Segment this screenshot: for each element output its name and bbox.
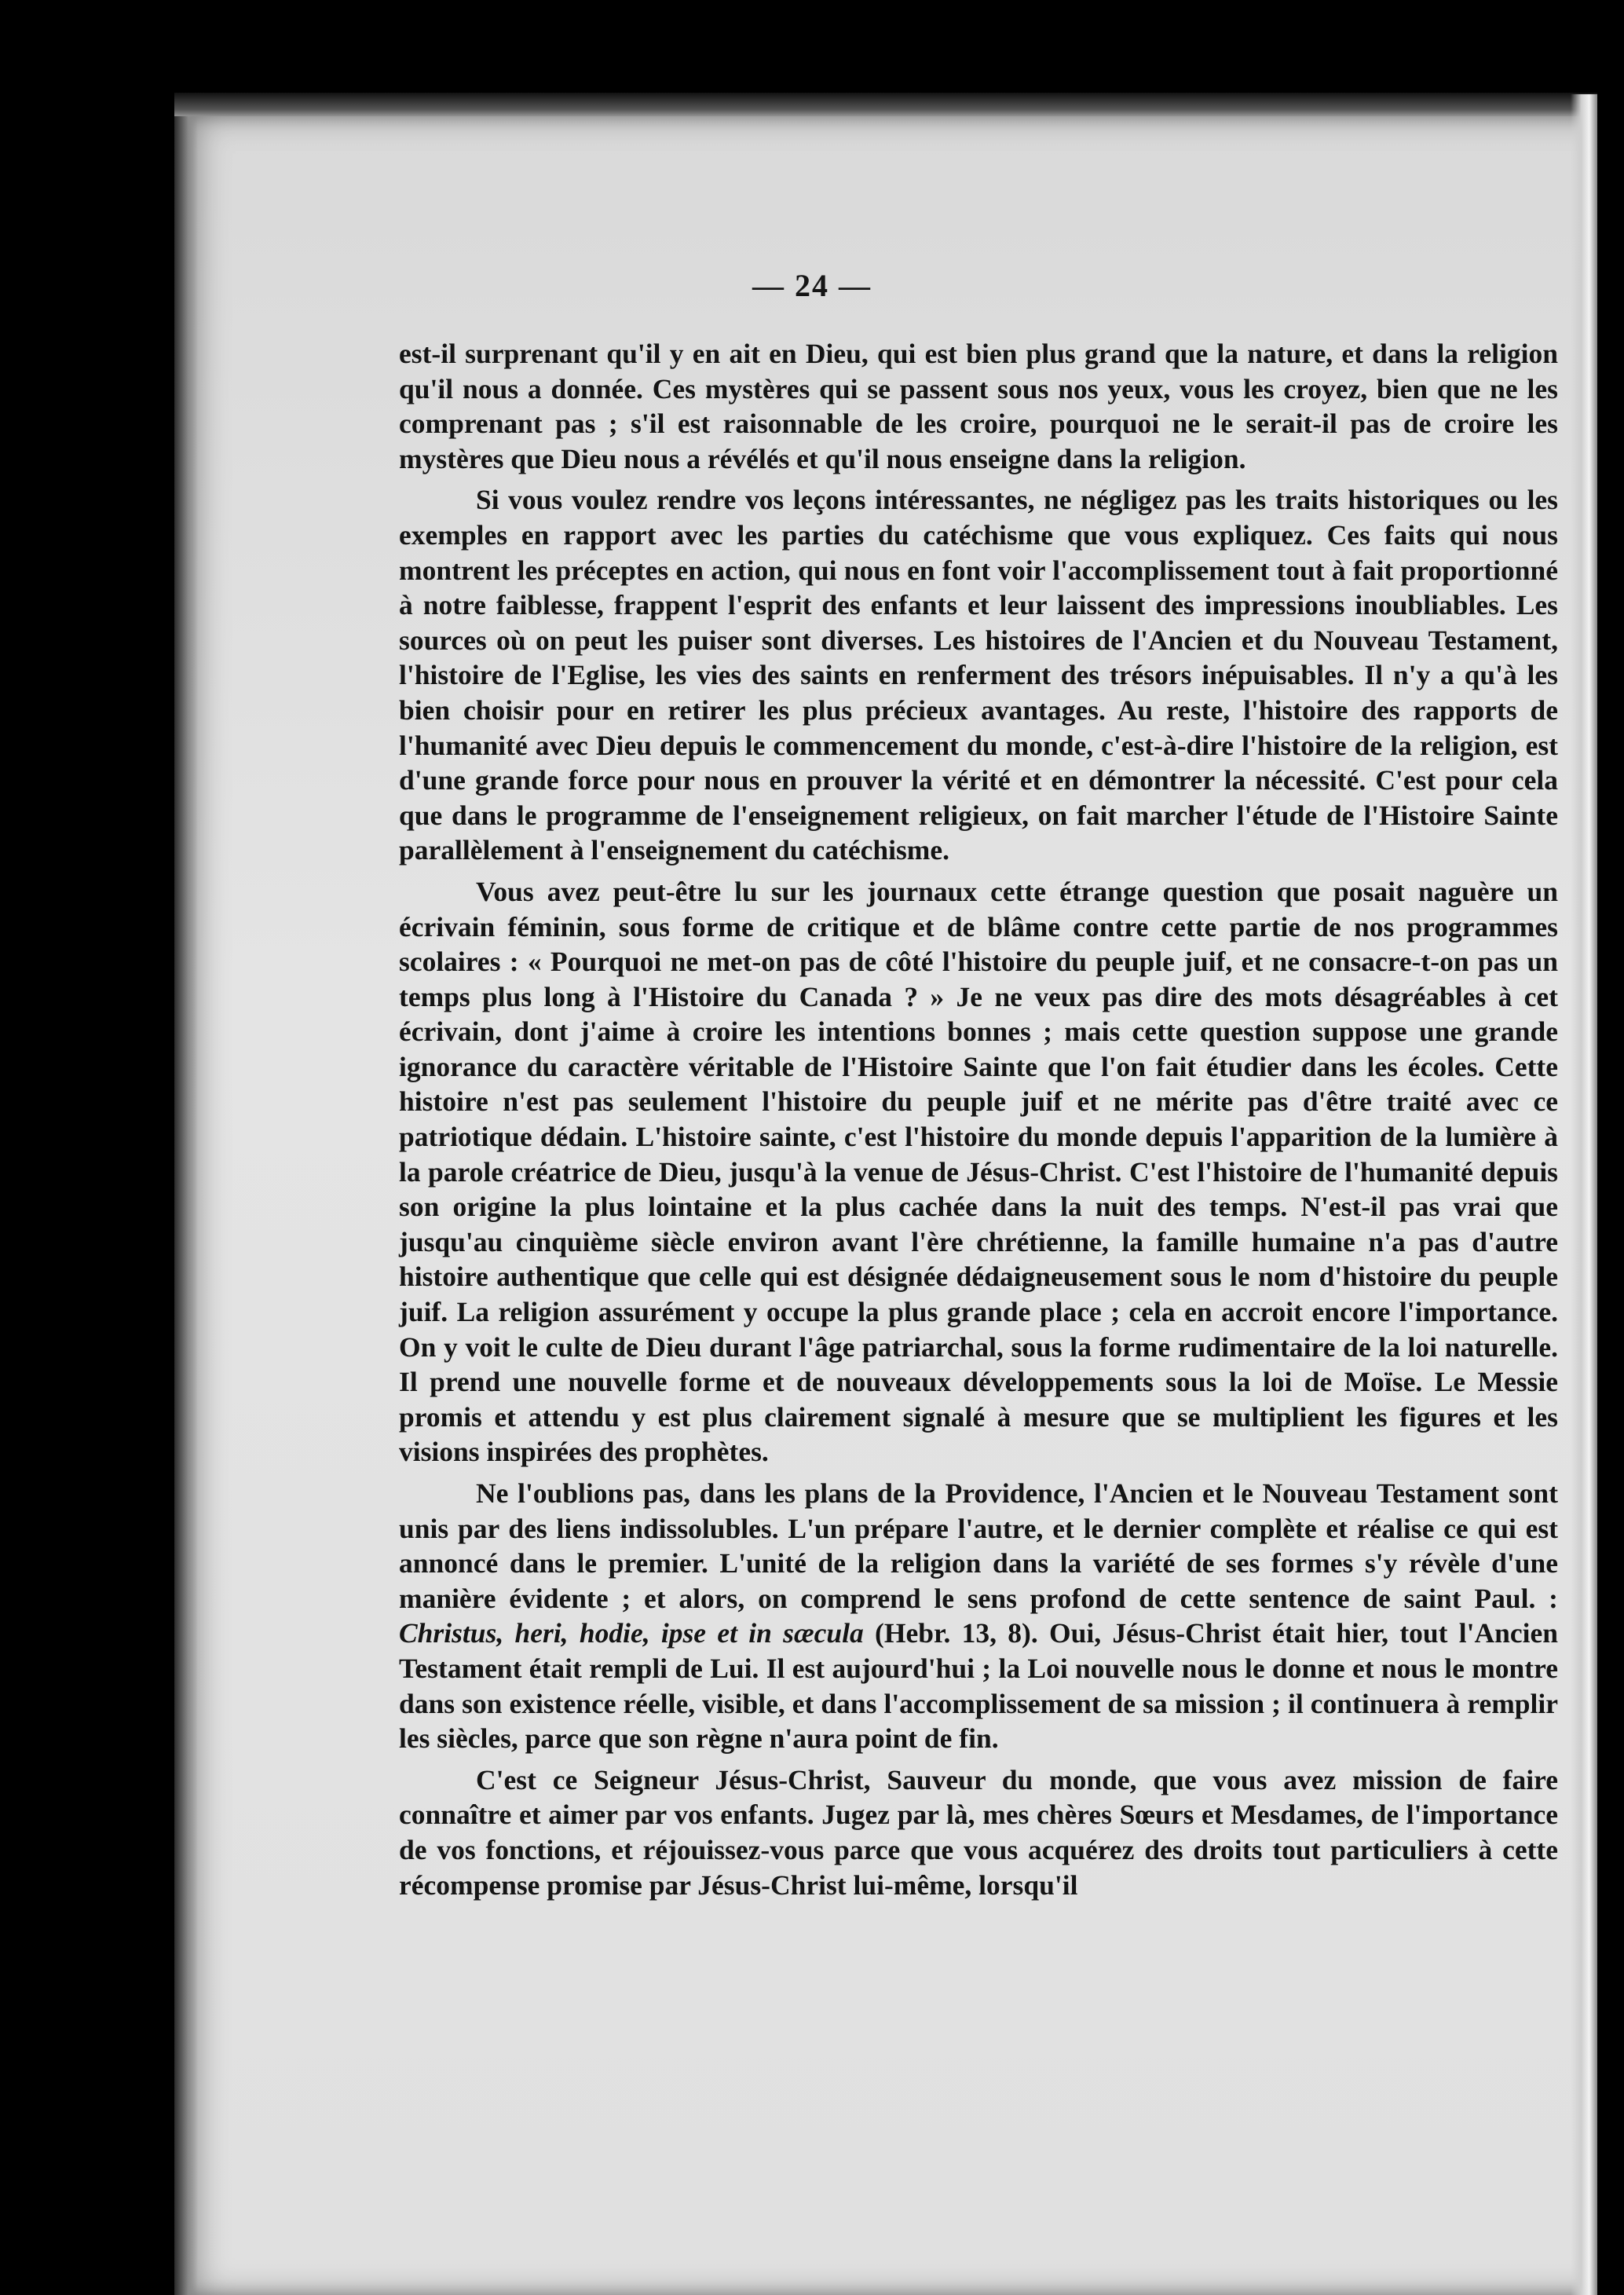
- body-text: [399, 336, 1558, 1909]
- paragraph: [399, 336, 1558, 476]
- paragraph-text: Vous avez peut-être lu sur les journaux cette étrange question que posait naguère un écrivain féminin, sous forme de critique et de blâme contre cette partie de nos programmes scolaires : « Pourquoi ne met-on pas de côté l'histoire du peuple juif, et ne consacre-t-on pas un temps plus long à l'Histoire du Canada ? » Je ne veux pas dire des mots désagréables à cet écrivain, dont j'aime à croire les intentions bonnes ; mais cette question suppose une grande ignorance du caractère véritable de l'Histoire Sainte que l'on fait étudier dans les écoles. Cette histoire n'est pas seulement l'histoire du peuple juif et ne mérite pas d'être traité avec ce patriotique dédain. L'histoire sainte, c'est l'histoire du monde depuis l'apparition de la lumière à la parole créatrice de Dieu, jusqu'à la venue de Jésus-Christ. C'est l'histoire de l'humanité depuis son origine la plus lointaine et la plus cachée dans la nuit des temps. N'est-il pas vrai que jusqu'au cinquième siècle environ avant l'ère chrétienne, la famille humaine n'a pas d'autre histoire authentique que celle qui est désignée dédaigneusement sous le nom d'histoire du peuple juif. La religion assurément y occupe la plus grande place ; cela en accroit encore l'importance. On y voit le culte de Dieu durant l'âge patriarchal, sous la forme rudimentaire de la loi naturelle. Il prend une nouvelle forme et de nouveaux développements sous la loi de Moïse. Le Messie promis et attendu y est plus clairement signalé à mesure que se multiplient les figures et les visions inspirées des prophètes.: [399, 875, 1558, 1468]
- paragraph: [399, 1476, 1558, 1756]
- paragraph: [399, 482, 1558, 868]
- paragraph: [399, 1762, 1558, 1902]
- paragraph-text: Ne l'oublions pas, dans les plans de la Providence, l'Ancien et le Nouveau Testament sont unis par des liens indissolubles. L'un prépare l'autre, et le dernier complète et réalise ce qui est annoncé dans le premier. L'unité de la religion dans la variété de ses formes s'y révèle d'une manière évidente ; et alors, on comprend le sens profond de cette sentence de saint Paul. :: [399, 1477, 1558, 1614]
- paragraph: [399, 874, 1558, 1470]
- paragraph-text: C'est ce Seigneur Jésus-Christ, Sauveur du monde, que vous avez mission de faire connaître et aimer par vos enfants. Jugez par là, mes chères Sœurs et Mesdames, de l'importance de vos fonctions, et réjouissez-vous parce que vous acquérez des droits tout particuliers à cette récompense promise par Jésus-Christ lui-même, lorsqu'il: [399, 1763, 1558, 1901]
- paragraph-text: est-il surprenant qu'il y en ait en Dieu, qui est bien plus grand que la nature, et dans la religion qu'il nous a donnée. Ces mystères qui se passent sous nos yeux, vous les croyez, bien que ne les comprenant pas ; s'il est raisonnable de les croire, pourquoi ne le serait-il pas de croire les mystères que Dieu nous a révélés et qu'il nous enseigne dans la religion.: [399, 338, 1558, 474]
- page-binding-shadow: [174, 116, 198, 2295]
- latin-quotation: Christus, heri, hodie, ipse et in sæcula: [399, 1617, 864, 1649]
- page-number: — 24 —: [752, 268, 872, 303]
- page-right-edge: [1571, 94, 1597, 2295]
- paragraph-text: Si vous voulez rendre vos leçons intéressantes, ne négligez pas les traits historiques ou les exemples en rapport avec les parties du catéchisme que vous expliquez. Ces faits qui nous montrent les préceptes en action, qui nous en font voir l'accomplissement tout à fait proportionné à notre faiblesse, frappent l'esprit des enfants et leur laissent des impressions inoubliables. Les sources où on peut les puiser sont diverses. Les histoires de l'Ancien et du Nouveau Testament, l'histoire de l'Eglise, les vies des saints en renferment des trésors inépuisables. Il n'y a qu'à les bien choisir pour en retirer les plus précieux avantages. Au reste, l'histoire des rapports de l'humanité avec Dieu depuis le commencement du monde, c'est-à-dire l'histoire de la religion, est d'une grande force pour nous en prouver la vérité et en démontrer la nécessité. C'est pour cela que dans le programme de l'enseignement religieux, on fait marcher l'étude de l'Histoire Sainte parallèlement à l'enseignement du catéchisme.: [399, 484, 1558, 866]
- paragraph-text: (Hebr. 13, 8). Oui, Jésus-Christ était hier, tout l'Ancien Testament était rempli de Lui. Il est aujourd'hui ; la Loi nouvelle nous le donne et nous le montre dans son existence réelle, visible, et dans l'accomplissement de sa mission ; il continuera à remplir les siècles, parce que son règne n'aura point de fin.: [399, 1617, 1558, 1755]
